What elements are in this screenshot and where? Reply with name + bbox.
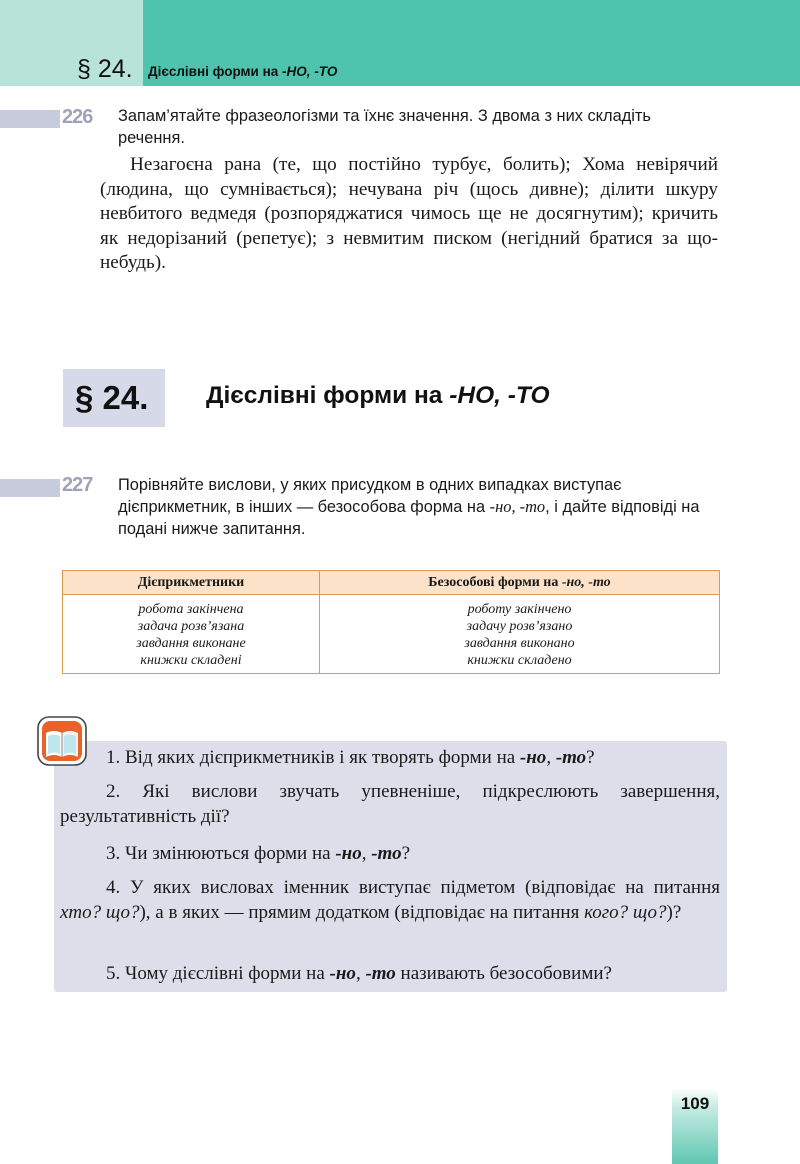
- table-item: роботу закінчено: [467, 602, 572, 617]
- page-number: 109: [680, 1094, 710, 1113]
- header-section-title: Дієслівні форми на -НО, -ТО: [148, 64, 338, 79]
- exercise-tab: [0, 479, 60, 497]
- table-header-impersonal: Безособові форми на -но, -то: [320, 571, 720, 595]
- question-2: 2. Які вислови звучать упевненіше, підкреслюють завершення, результативність дії?: [60, 781, 720, 827]
- section-number: § 24.: [75, 379, 149, 416]
- table-cell-participles: [63, 595, 320, 674]
- question-4: 4. У яких висловах іменник виступає підметом (відповідає на питання хто? що?), а в яких — прямим додатком (відповідає на питання кого? що?)?: [60, 877, 720, 923]
- section-title: Дієслівні форми на -НО, -ТО: [206, 382, 550, 409]
- exercise-text: Незагоєна рана (те, що постійно турбує, болить); Хома невірячий (людина, що сумнівається); нечувана річ (щось дивне); ділити шкуру невбитого ведмедя (розпоряджатися чимось ще не досягнутим); кричить як недорізаний (репетує); з невмитим писком (негідний братися за що-небудь).: [100, 154, 718, 273]
- exercise-number: 227: [62, 474, 93, 496]
- question-3: 3. Чи змінюються форми на -но, -то?: [106, 843, 411, 864]
- table-item: книжки складені: [140, 653, 242, 668]
- table-cell-impersonal: [320, 595, 720, 674]
- questions-box: [54, 741, 727, 992]
- exercise-number: 226: [62, 106, 93, 128]
- table-item: книжки складено: [467, 653, 572, 668]
- header-section-number: § 24.: [77, 55, 133, 83]
- comparison-table: [62, 570, 720, 674]
- exercise-tab: [0, 110, 60, 128]
- table-header-row: [63, 571, 720, 595]
- question-5: 5. Чому дієслівні форми на -но, -то називають безособовими?: [106, 963, 612, 984]
- table-item: задачу розв’язано: [466, 619, 573, 634]
- exercise-task: Запам’ятайте фразеологізми та їхнє значення. З двома з них складіть речення.: [118, 107, 651, 147]
- exercise-task: Порівняйте вислови, у яких присудком в одних випадках виступає дієприкметник, в інших — безособова форма на -но, -то, і дайте відповіді на подані нижче запитання.: [118, 476, 700, 538]
- table-item: завдання виконане: [136, 636, 246, 651]
- table-header-participles: Дієприкметники: [63, 571, 320, 595]
- table-item: робота закінчена: [138, 602, 244, 617]
- table-item: завдання виконано: [464, 636, 575, 651]
- question-1: 1. Від яких дієприкметників і як творять форми на -но, -то?: [106, 747, 595, 768]
- table-item: задача розв’язана: [137, 619, 245, 634]
- table-row: [63, 595, 720, 674]
